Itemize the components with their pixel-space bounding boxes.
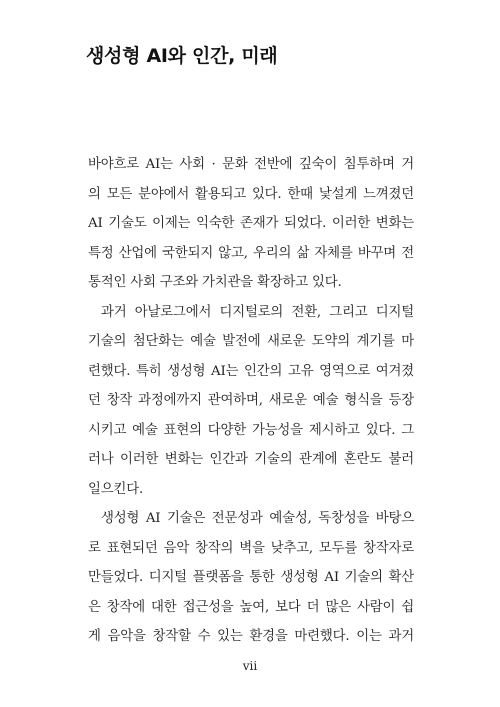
text-line: 로 표현되던 음악 창작의 벽을 낮추고, 모두를 창작자로 <box>88 540 414 556</box>
text-line: 통적인 사회 구조와 가치관을 확장하고 있다. <box>88 275 342 290</box>
text-line: 일으킨다. <box>88 481 143 497</box>
text-line: 바야흐로 AI는 사회 · 문화 전반에 깊숙이 침투하며 거 <box>88 157 414 172</box>
text-line: 의 모든 분야에서 활용되고 있다. 한때 낯설게 느껴졌던 <box>88 186 414 202</box>
text-line: 련했다. 특히 생성형 AI는 인간의 고유 영역으로 여겨졌 <box>88 363 414 379</box>
section-heading: 생성형 AI와 인간, 미래 <box>86 45 278 67</box>
text-line: 던 창작 과정에까지 관여하며, 새로운 예술 형식을 등장 <box>88 393 414 408</box>
text-line: AI 기술도 이제는 익숙한 존재가 되었다. 이러한 변화는 <box>88 216 414 231</box>
page-number: vii <box>242 659 258 673</box>
paragraph-first-line: 과거 아날로그에서 디지털로의 전환, 그리고 디지털 <box>101 304 414 320</box>
body-text <box>88 150 414 652</box>
text-line: 게 음악을 창작할 수 있는 환경을 마련했다. 이는 과거 <box>88 629 414 644</box>
paragraph-first-line: 생성형 AI 기술은 전문성과 예술성, 독창성을 바탕으 <box>101 511 414 526</box>
text-line: 기술의 첨단화는 예술 발전에 새로운 도약의 계기를 마 <box>88 334 414 349</box>
text-line: 특정 산업에 국한되지 않고, 우리의 삶 자체를 바꾸며 전 <box>88 245 414 261</box>
text-line: 은 창작에 대한 접근성을 높여, 보다 더 많은 사람이 쉽 <box>88 599 414 615</box>
text-line: 러나 이러한 변화는 인간과 기술의 관계에 혼란도 불러 <box>88 452 414 467</box>
text-line: 만들었다. 디지털 플랫폼을 통한 생성형 AI 기술의 확산 <box>88 570 414 585</box>
text-line: 시키고 예술 표현의 다양한 가능성을 제시하고 있다. 그 <box>88 422 414 438</box>
